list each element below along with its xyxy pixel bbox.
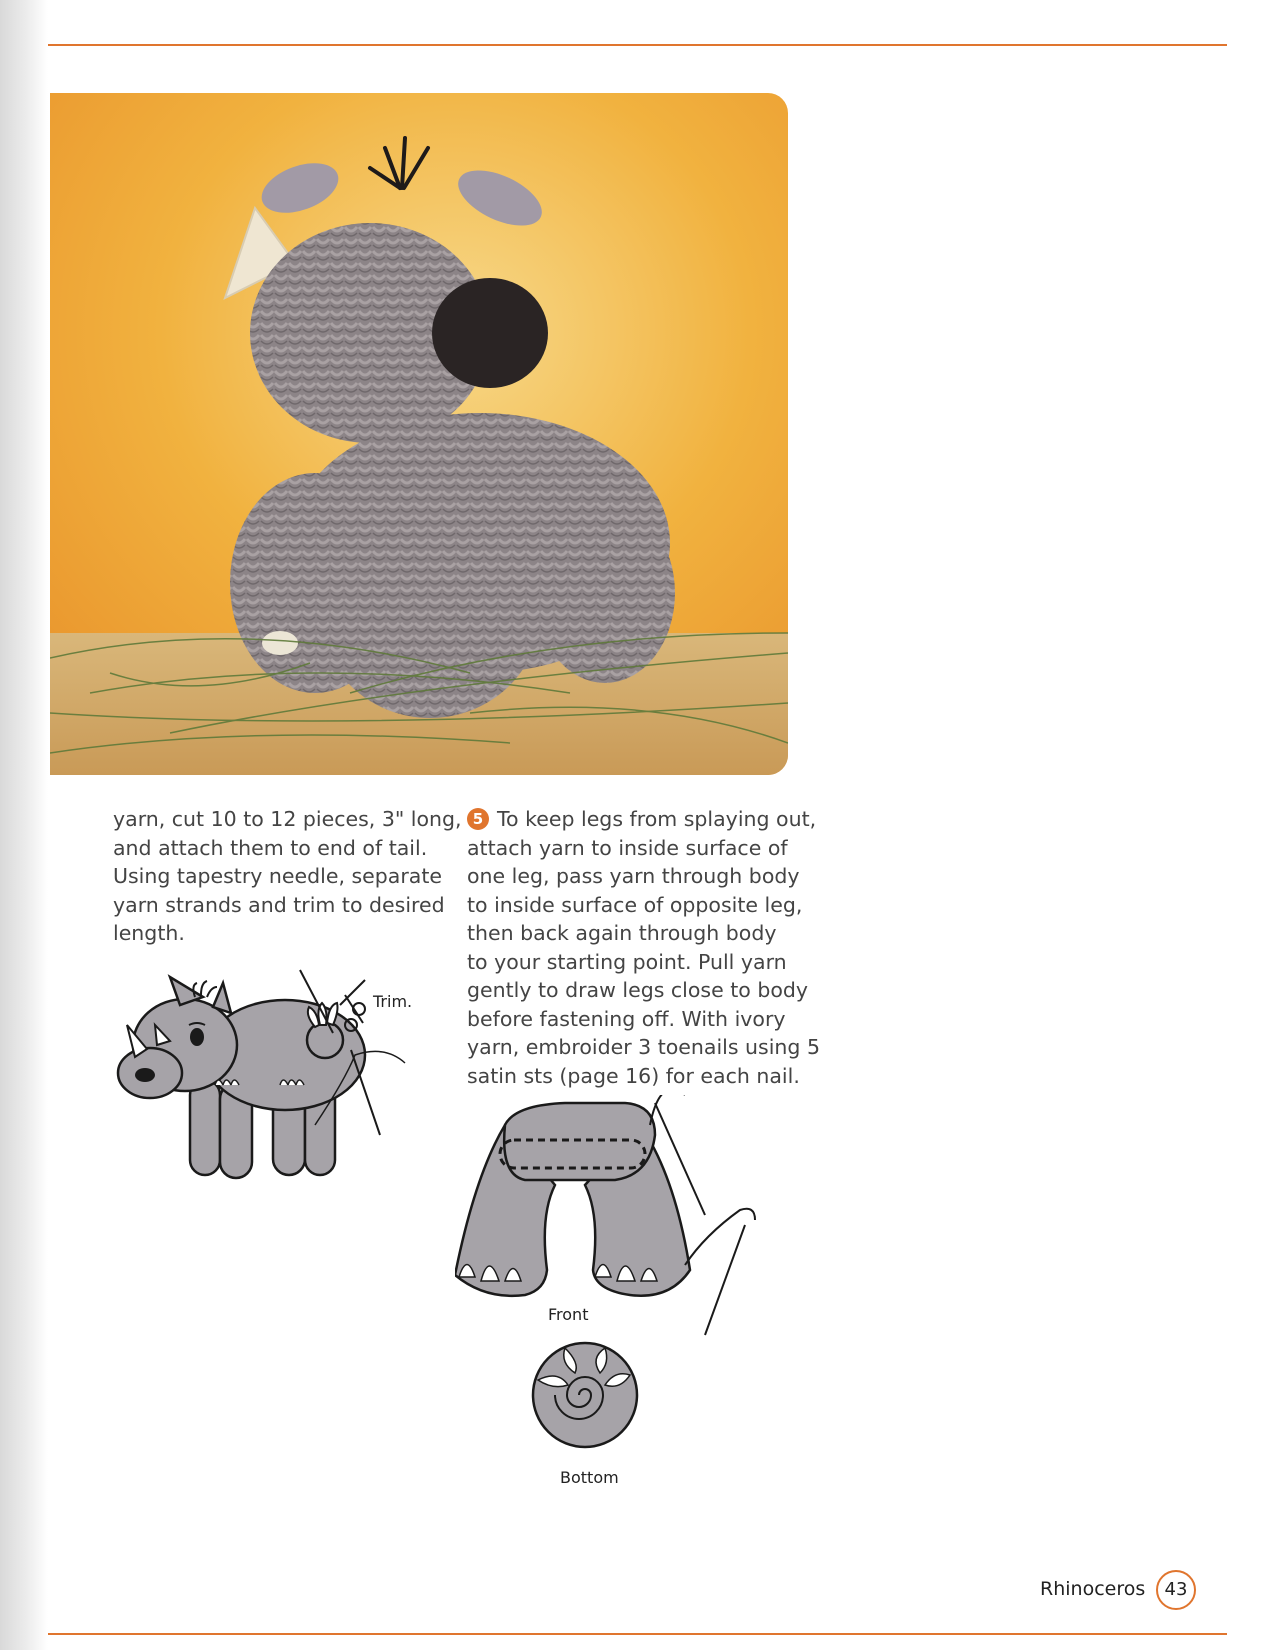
text-line: then back again through body [467,921,777,945]
text-line: before fastening off. With ivory [467,1006,786,1031]
bottom-label: Bottom [560,1468,619,1487]
trim-label: Trim. [373,992,413,1011]
text-line: length. [113,921,185,945]
text-line: yarn, cut 10 to 12 pieces, 3" long, [113,807,462,831]
text-line: to inside surface of opposite leg, [467,892,803,917]
top-rule [48,44,1227,46]
page-edge-shadow [0,0,48,1650]
text-line: yarn, embroider 3 toenails using 5 [467,1035,820,1059]
text-line: one leg, pass yarn through body [467,864,800,888]
leg-bottom-diagram [530,1340,650,1500]
text-line: and attach them to end of tail. [113,835,428,860]
text-line: To keep legs from splaying out, [497,807,817,831]
page-number: 43 [1156,1570,1196,1610]
rhino-photo [50,93,788,775]
left-column-text [113,805,462,948]
step-5-text [467,805,820,1090]
legs-front-diagram [455,1095,795,1345]
front-label: Front [548,1305,589,1324]
step-number-badge: 5 [467,808,489,830]
text-line: Using tapestry needle, separate [113,864,443,888]
text-line: to your starting point. Pull yarn [467,949,787,974]
text-line [467,805,817,834]
text-line: satin sts (page 16) for each nail. [467,1063,800,1088]
text-line: attach yarn to inside surface of [467,835,788,860]
text-line: yarn strands and trim to desired [113,892,445,917]
text-line: gently to draw legs close to body [467,978,809,1002]
footer-chapter-title: Rhinoceros [1040,1578,1146,1600]
bottom-rule [48,1633,1227,1635]
rhino-trim-diagram [115,965,445,1190]
